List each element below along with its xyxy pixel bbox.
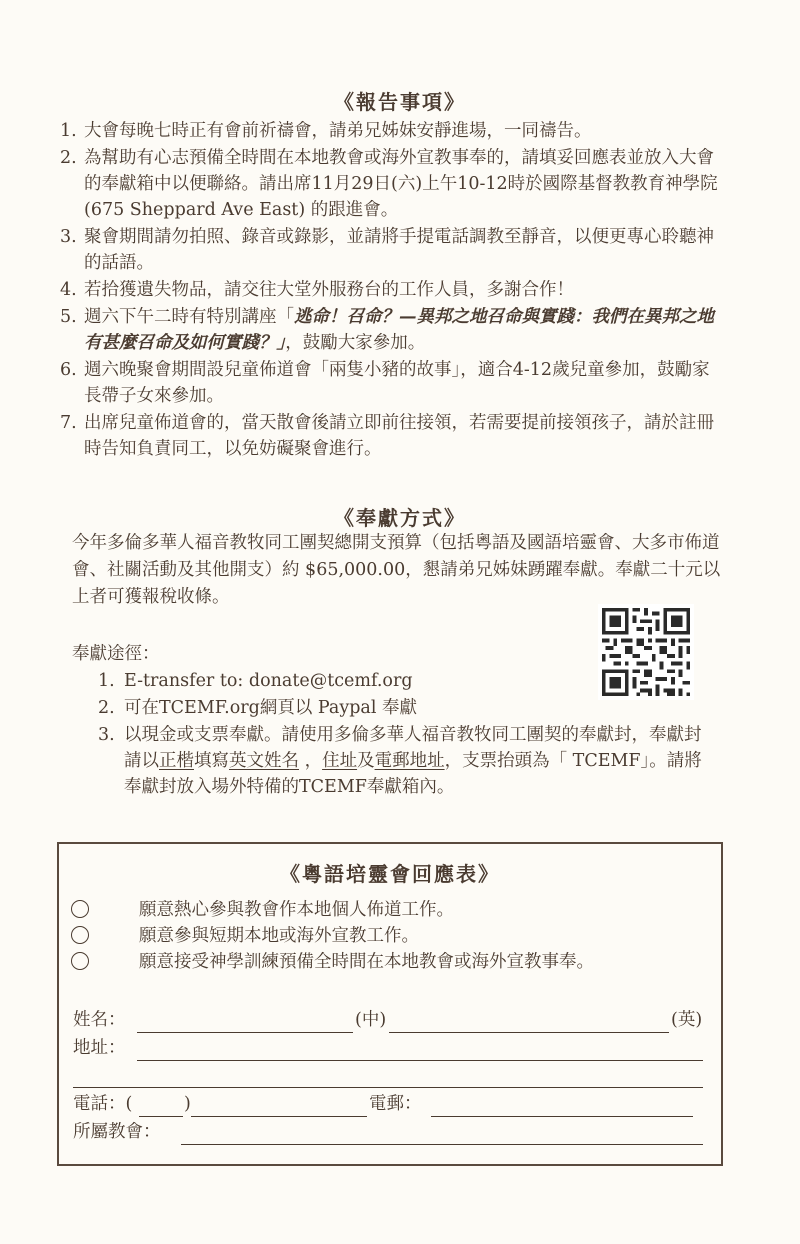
email-label: 電郵：: [369, 1094, 422, 1114]
name-label: 姓名：: [73, 1010, 126, 1030]
offering-route-cheque: 3. 以現金或支票奉獻。請使用多倫多華人福音教牧同工團契的奉獻封，奉獻封請以正楷填寫英文姓名 ，住址及電郵地址，支票抬頭為「 TCEMF」。請將奉獻封放入場外特備的TCEMF奉獻箱內。: [98, 725, 702, 797]
address-field[interactable]: [137, 1060, 703, 1061]
offering-route-etransfer[interactable]: 1. E-transfer to: donate@tcemf.org: [98, 671, 413, 691]
name-chinese-field[interactable]: [137, 1032, 353, 1033]
announcement-item: 1. 大會每晚七時正有會前祈禱會，請弟兄姊妹安靜進場，一同禱告。: [60, 121, 592, 141]
reply-option-missions[interactable]: 願意參與短期本地或海外宣教工作。: [71, 924, 419, 948]
offering-routes-title: 奉獻途徑：: [72, 644, 160, 664]
reply-form-title: 《粵語培靈會回應表》: [280, 862, 500, 886]
email-field[interactable]: [431, 1116, 693, 1117]
radio-circle-icon[interactable]: [71, 926, 89, 944]
announcement-item: 5. 週六下午二時有特別講座「逃命！召命？—異邦之地召命與實踐：我們在異邦之地有甚麼召命及如何實踐？」，鼓勵大家參加。: [60, 307, 714, 353]
phone-close-paren: ): [184, 1094, 191, 1114]
phone-label: 電話：(: [73, 1094, 133, 1114]
phone-field[interactable]: [191, 1116, 367, 1117]
english-label: (英): [671, 1010, 703, 1030]
radio-circle-icon[interactable]: [71, 952, 89, 970]
phone-area-code-field[interactable]: [139, 1116, 183, 1117]
address-label: 地址：: [73, 1038, 126, 1058]
announcement-item: 3. 聚會期間請勿拍照、錄音或錄影，並請將手提電話調教至靜音，以便更專心聆聽神的話語。: [60, 227, 714, 273]
offering-route-paypal[interactable]: 2. 可在TCEMF.org網頁以 Paypal 奉獻: [98, 698, 418, 718]
announcement-item: 2. 為幫助有心志預備全時間在本地教會或海外宣教事奉的，請填妥回應表並放入大會的奉獻箱中以便聯絡。請出席11月29日(六)上午10-12時於國際基督教教育神學院 (675 Sheppard Ave East) 的跟進會。: [60, 148, 718, 220]
seminar-title: 逃命！召命？—異邦之地召命與實踐：我們在異邦之地有甚麼召命及如何實踐？」: [84, 307, 714, 353]
announcement-item: 6. 週六晚聚會期間設兒童佈道會「兩隻小豬的故事」，適合4-12歲兒童參加，鼓勵家長帶子女來參加。: [60, 360, 710, 406]
announcements-title: 《報告事項》: [334, 90, 466, 114]
announcements-list: [60, 118, 720, 463]
church-field[interactable]: [181, 1144, 703, 1145]
address-field-line2[interactable]: [73, 1087, 703, 1088]
church-label: 所屬教會：: [73, 1122, 161, 1142]
reply-form: [57, 842, 723, 1166]
chinese-label: (中): [355, 1010, 387, 1030]
offering-title: 《奉獻方式》: [334, 506, 466, 530]
offering-routes-list: [98, 668, 718, 801]
name-english-field[interactable]: [389, 1032, 669, 1033]
reply-option-evangelism[interactable]: 願意熱心參與教會作本地個人佈道工作。: [71, 898, 454, 922]
reply-option-seminary[interactable]: 願意接受神學訓練預備全時間在本地教會或海外宣教事奉。: [71, 950, 594, 974]
offering-description: 今年多倫多華人福音教牧同工團契總開支預算（包括粵語及國語培靈會、大多市佈道會、社關活動及其他開支）約 $65,000.00，懇請弟兄姊妹踴躍奉獻。奉獻二十元以上者可獲報稅收條。: [72, 533, 721, 607]
radio-circle-icon[interactable]: [71, 900, 89, 918]
announcement-item: 7. 出席兒童佈道會的，當天散會後請立即前往接領，若需要提前接領孩子，請於註冊時告知負責同工，以免妨礙聚會進行。: [60, 413, 714, 459]
announcement-item: 4. 若拾獲遺失物品，請交往大堂外服務台的工作人員，多謝合作！: [60, 280, 574, 300]
